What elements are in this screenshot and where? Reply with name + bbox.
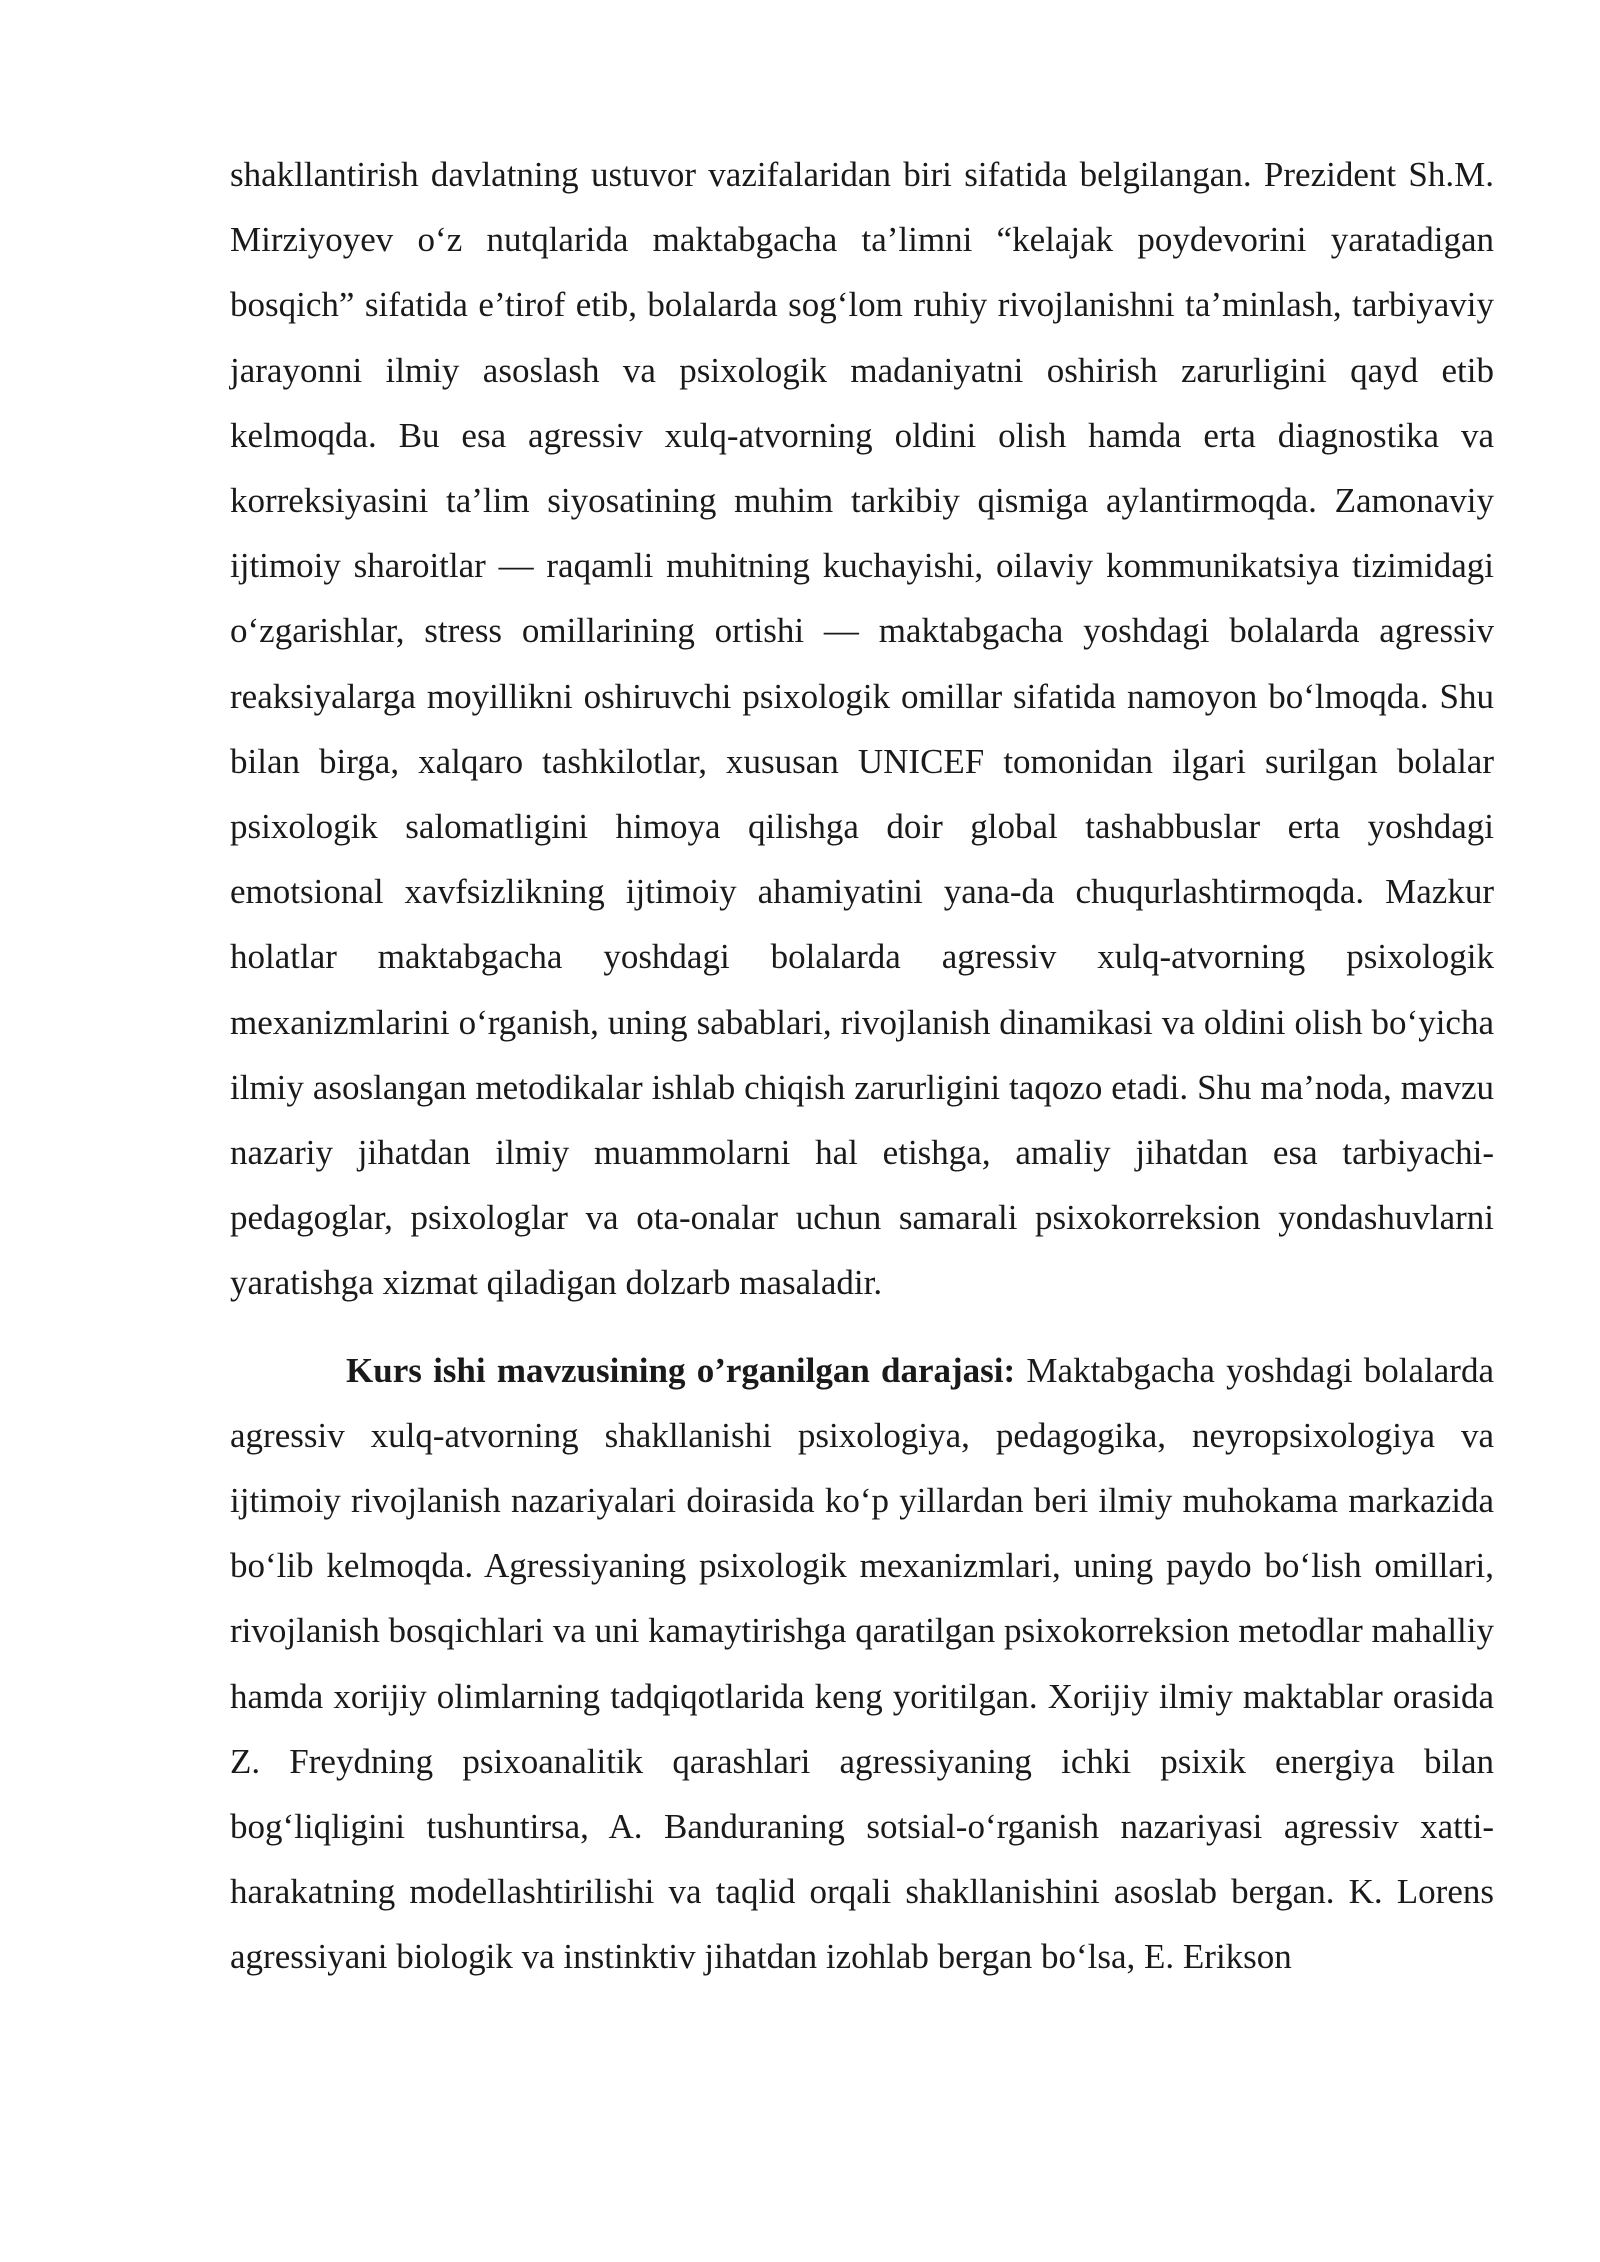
paragraph-research-level-text: Maktabgacha yoshdagi bolalarda agressiv xulq-atvorning shakllanishi psixologiya, pedagogika, neyropsixologiya va ijtimoiy rivojlanish nazariyalari doirasida ko‘p yillardan beri ilmiy muhokama markazida bo‘lib kelmoqda. Agressiyaning psixologik mexanizmlari, uning paydo bo‘lish omillari, rivojlanish bosqichlari va uni kamaytirishga qaratilgan psixokorreksion metodlar mahalliy hamda xorijiy olimlarning tadqiqotlarida keng yoritilgan. Xorijiy ilmiy maktablar orasida Z. Freydning psixoanalitik qarashlari agressiyaning ichki psixik energiya bilan bog‘liqligini tushuntirsa, A. Banduraning sotsial-o‘rganish nazariyasi agressiv xatti-harakatning modellashtirilishi va taqlid orqali shakllanishini asoslab bergan. K. Lorens agressiyani biologik va instinktiv jihatdan izohlab bergan bo‘lsa, E. Erikson bbox=[230, 1350, 1494, 1977]
section-heading-inline: Kurs ishi mavzusining o’rganilgan darajasi: bbox=[346, 1350, 1016, 1390]
paragraph-intro: shakllantirish davlatning ustuvor vazifalaridan biri sifatida belgilangan. Prezident Sh.M. Mirziyoyev o‘z nutqlarida maktabgacha ta’limni “kelajak poydevorini yaratadigan bosqich” sifatida e’tirof etib, bolalarda sog‘lom ruhiy rivojlanishni ta’minlash, tarbiyaviy jarayonni ilmiy asoslash va psixologik madaniyatni oshirish zarurligini qayd etib kelmoqda. Bu esa agressiv xulq-atvorning oldini olish hamda erta diagnostika va korreksiyasini ta’lim siyosatining muhim tarkibiy qismiga aylantirmoqda. Zamonaviy ijtimoiy sharoitlar — raqamli muhitning kuchayishi, oilaviy kommunikatsiya tizimidagi o‘zgarishlar, stress omillarining ortishi — maktabgacha yoshdagi bolalarda agressiv reaksiyalarga moyillikni oshiruvchi psixologik omillar sifatida namoyon bo‘lmoqda. Shu bilan birga, xalqaro tashkilotlar, xususan UNICEF tomonidan ilgari surilgan bolalar psixologik salomatligini himoya qilishga doir global tashabbuslar erta yoshdagi emotsional xavfsizlikning ijtimoiy ahamiyatini yana-da chuqurlashtirmoqda. Mazkur holatlar maktabgacha yoshdagi bolalarda agressiv xulq-atvorning psixologik mexanizmlarini o‘rganish, uning sabablari, rivojlanish dinamikasi va oldini olish bo‘yicha ilmiy asoslangan metodikalar ishlab chiqish zarurligini taqozo etadi. Shu ma’noda, mavzu nazariy jihatdan ilmiy muammolarni hal etishga, amaliy jihatdan esa tarbiyachi-pedagoglar, psixologlar va ota-onalar uchun samarali psixokorreksion yondashuvlarni yaratishga xizmat qiladigan dolzarb masaladir. bbox=[230, 155, 1494, 1303]
paragraph-research-level bbox=[230, 1338, 1494, 1990]
document-body bbox=[230, 142, 1494, 1990]
